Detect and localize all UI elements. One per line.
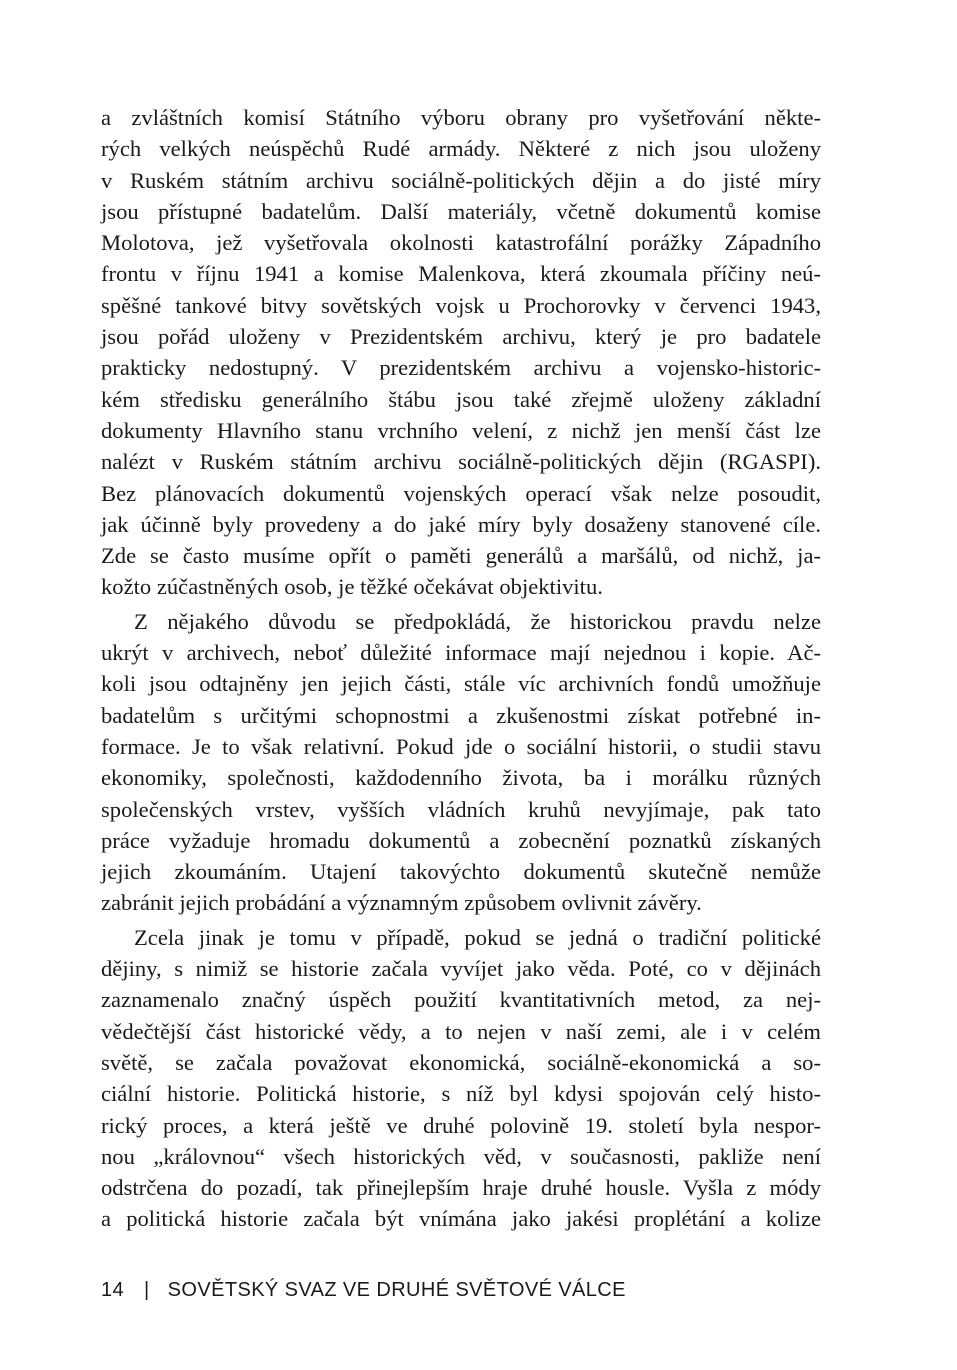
text-line: rých velkých neúspěchů Rudé armády. Některé z nich jsou uloženy [101,136,821,162]
text-line: jejich zkoumáním. Utajení takovýchto dokumentů skutečně nemůže [101,859,821,885]
text-line: vědečtější část historické vědy, a to nejen v naší zemi, ale i v celém [101,1018,821,1044]
text-line: kém středisku generálního štábu jsou také zřejmě uloženy základní [101,386,821,412]
text-line: ekonomiky, společnosti, každodenního života, ba i morálku různých [101,765,821,791]
text-line: spěšné tankové bitvy sovětských vojsk u Prochorovky v červenci 1943, [101,292,821,318]
text-line: rický proces, a která ještě ve druhé polovině 19. století byla nespor- [101,1112,821,1138]
text-line: ciální historie. Politická historie, s níž byl kdysi spojován celý histo- [101,1081,821,1107]
page-number: 14 [101,1279,125,1301]
text-line: kožto zúčastněných osob, je těžké očekávat objektivitu. [101,574,603,600]
text-line: v Ruském státním archivu sociálně-politických dějin a do jisté míry [101,167,821,193]
text-line: světě, se začala považovat ekonomická, sociálně-ekonomická a so- [101,1049,821,1075]
text-line: zaznamenalo značný úspěch použití kvantitativních metod, za nej- [101,987,821,1013]
text-line: nalézt v Ruském státním archivu sociálně-politických dějin (RGASPI). [101,449,821,475]
body-text [101,102,821,1235]
text-line: a zvláštních komisí Státního výboru obrany pro vyšetřování někte- [101,105,821,130]
footer-separator: | [144,1279,150,1301]
text-line: nou „královnou“ všech historických věd, v současnosti, pakliže není [101,1143,821,1169]
paragraph [101,102,821,603]
text-line: a politická historie začala být vnímána jako jakési proplétání a kolize [101,1206,821,1232]
text-line: ukrýt v archivech, neboť důležité informace mají nejednou i kopie. Ač- [101,640,821,666]
paragraph [101,922,821,1235]
text-line: odstrčena do pozadí, tak přinejlepším hraje druhé housle. Vyšla z módy [101,1175,821,1201]
text-line: zabránit jejich probádání a významným způsobem ovlivnit závěry. [101,890,702,916]
text-line: Molotova, jež vyšetřovala okolnosti katastrofální porážky Západního [101,230,821,256]
text-line: dokumenty Hlavního stanu vrchního velení, z nichž jen menší část lze [101,417,821,443]
running-title: SOVĚTSKÝ SVAZ VE DRUHÉ SVĚTOVÉ VÁLCE [167,1279,626,1301]
text-line: dějiny, s nimiž se historie začala vyvíjet jako věda. Poté, co v dějinách [101,956,821,982]
text-line: jsou přístupné badatelům. Další materiály, včetně dokumentů komise [101,198,821,224]
text-line: koli jsou odtajněny jen jejich části, stále víc archivních fondů umožňuje [101,671,821,697]
text-line: Z nějakého důvodu se předpokládá, že historickou pravdu nelze [134,608,821,634]
text-line: formace. Je to však relativní. Pokud jde o sociální historii, o studii stavu [101,733,821,759]
text-line: badatelům s určitými schopnostmi a zkušenostmi získat potřebné in- [101,702,821,728]
text-line: práce vyžaduje hromadu dokumentů a zobecnění poznatků získaných [101,827,821,853]
text-line: Zde se často musíme opřít o paměti generálů a maršálů, od nichž, ja- [101,543,821,569]
text-line: jak účinně byly provedeny a do jaké míry byly dosaženy stanovené cíle. [101,511,821,537]
text-line: jsou pořád uloženy v Prezidentském archivu, který je pro badatele [101,324,821,350]
text-line: prakticky nedostupný. V prezidentském archivu a vojensko-historic- [101,355,821,381]
text-line: společenských vrstev, vyšších vládních kruhů nevyjímaje, pak tato [101,796,821,822]
paragraph [101,606,821,919]
text-line: Zcela jinak je tomu v případě, pokud se jedná o tradiční politické [134,924,821,950]
page-footer [101,1279,626,1302]
text-line: Bez plánovacích dokumentů vojenských operací však nelze posoudit, [101,480,821,506]
text-line: frontu v říjnu 1941 a komise Malenkova, která zkoumala příčiny neú- [101,261,821,287]
